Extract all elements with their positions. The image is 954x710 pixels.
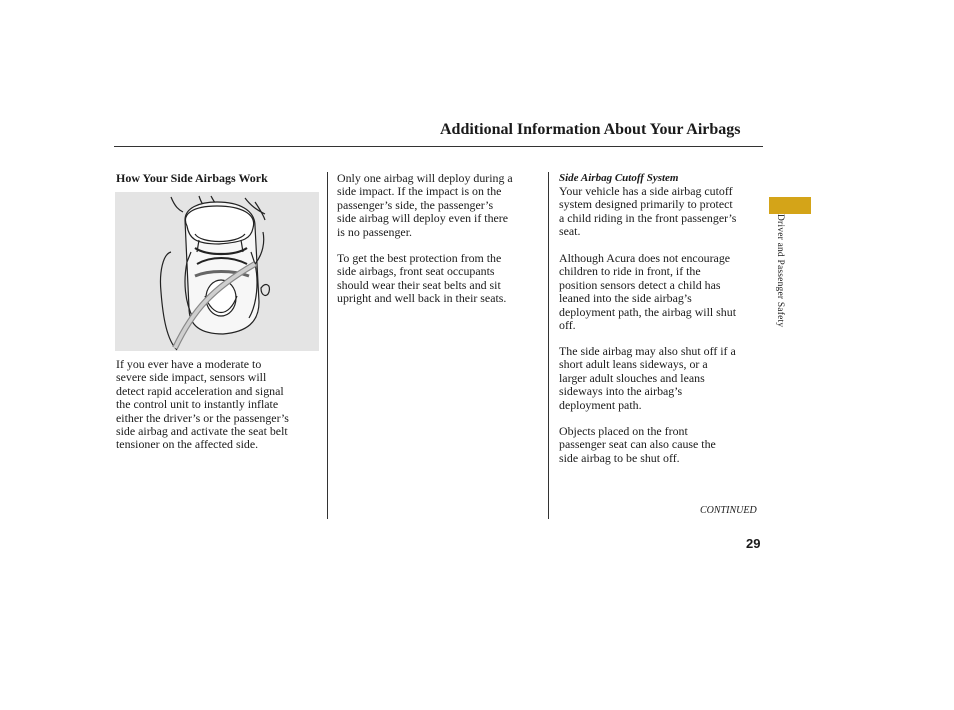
- seat-top-view-icon: [115, 192, 319, 351]
- seat-occupant-illustration: [115, 192, 319, 351]
- page-number: 29: [746, 536, 761, 551]
- subheading-cutoff-system: Side Airbag Cutoff System: [559, 172, 679, 184]
- paragraph-one-airbag: Only one airbag will deploy during a side impact. If the impact is on the passenger’s side, the passenger’s side airbag will deploy even if there is no passenger.: [337, 171, 513, 239]
- paragraph-side-impact: If you ever have a moderate to severe side impact, sensors will detect rapid acceleration and signal the control unit to instantly inflate either the driver’s or the passenger’s side airbag and activate the seat belt tensioner on the affected side.: [116, 357, 289, 452]
- paragraph-cutoff-system: Your vehicle has a side airbag cutoff system designed primarily to protect a child riding in the front passenger’s seat.: [559, 184, 737, 239]
- column-divider-1: [327, 172, 328, 519]
- paragraph-short-adult: The side airbag may also shut off if a short adult leans sideways, or a larger adult slouches and leans sideways into the airbag’s deployment path.: [559, 344, 736, 412]
- title-divider: [114, 146, 763, 147]
- section-heading-side-airbags: How Your Side Airbags Work: [116, 171, 268, 185]
- continued-label: CONTINUED: [700, 505, 757, 516]
- column-divider-2: [548, 172, 549, 519]
- paragraph-acura-children: Although Acura does not encourage children to ride in front, if the position sensors detect a child has leaned into the side airbag’s deployment path, the airbag will shut off.: [559, 251, 737, 333]
- section-side-label: Driver and Passenger Safety: [775, 214, 785, 328]
- paragraph-objects-on-seat: Objects placed on the front passenger seat can also cause the side airbag to be shut off.: [559, 424, 716, 465]
- page-title: Additional Information About Your Airbags: [440, 121, 741, 138]
- paragraph-best-protection: To get the best protection from the side airbags, front seat occupants should wear their seat belts and sit upright and well back in their seats.: [337, 251, 507, 306]
- section-tab-marker: [769, 197, 811, 214]
